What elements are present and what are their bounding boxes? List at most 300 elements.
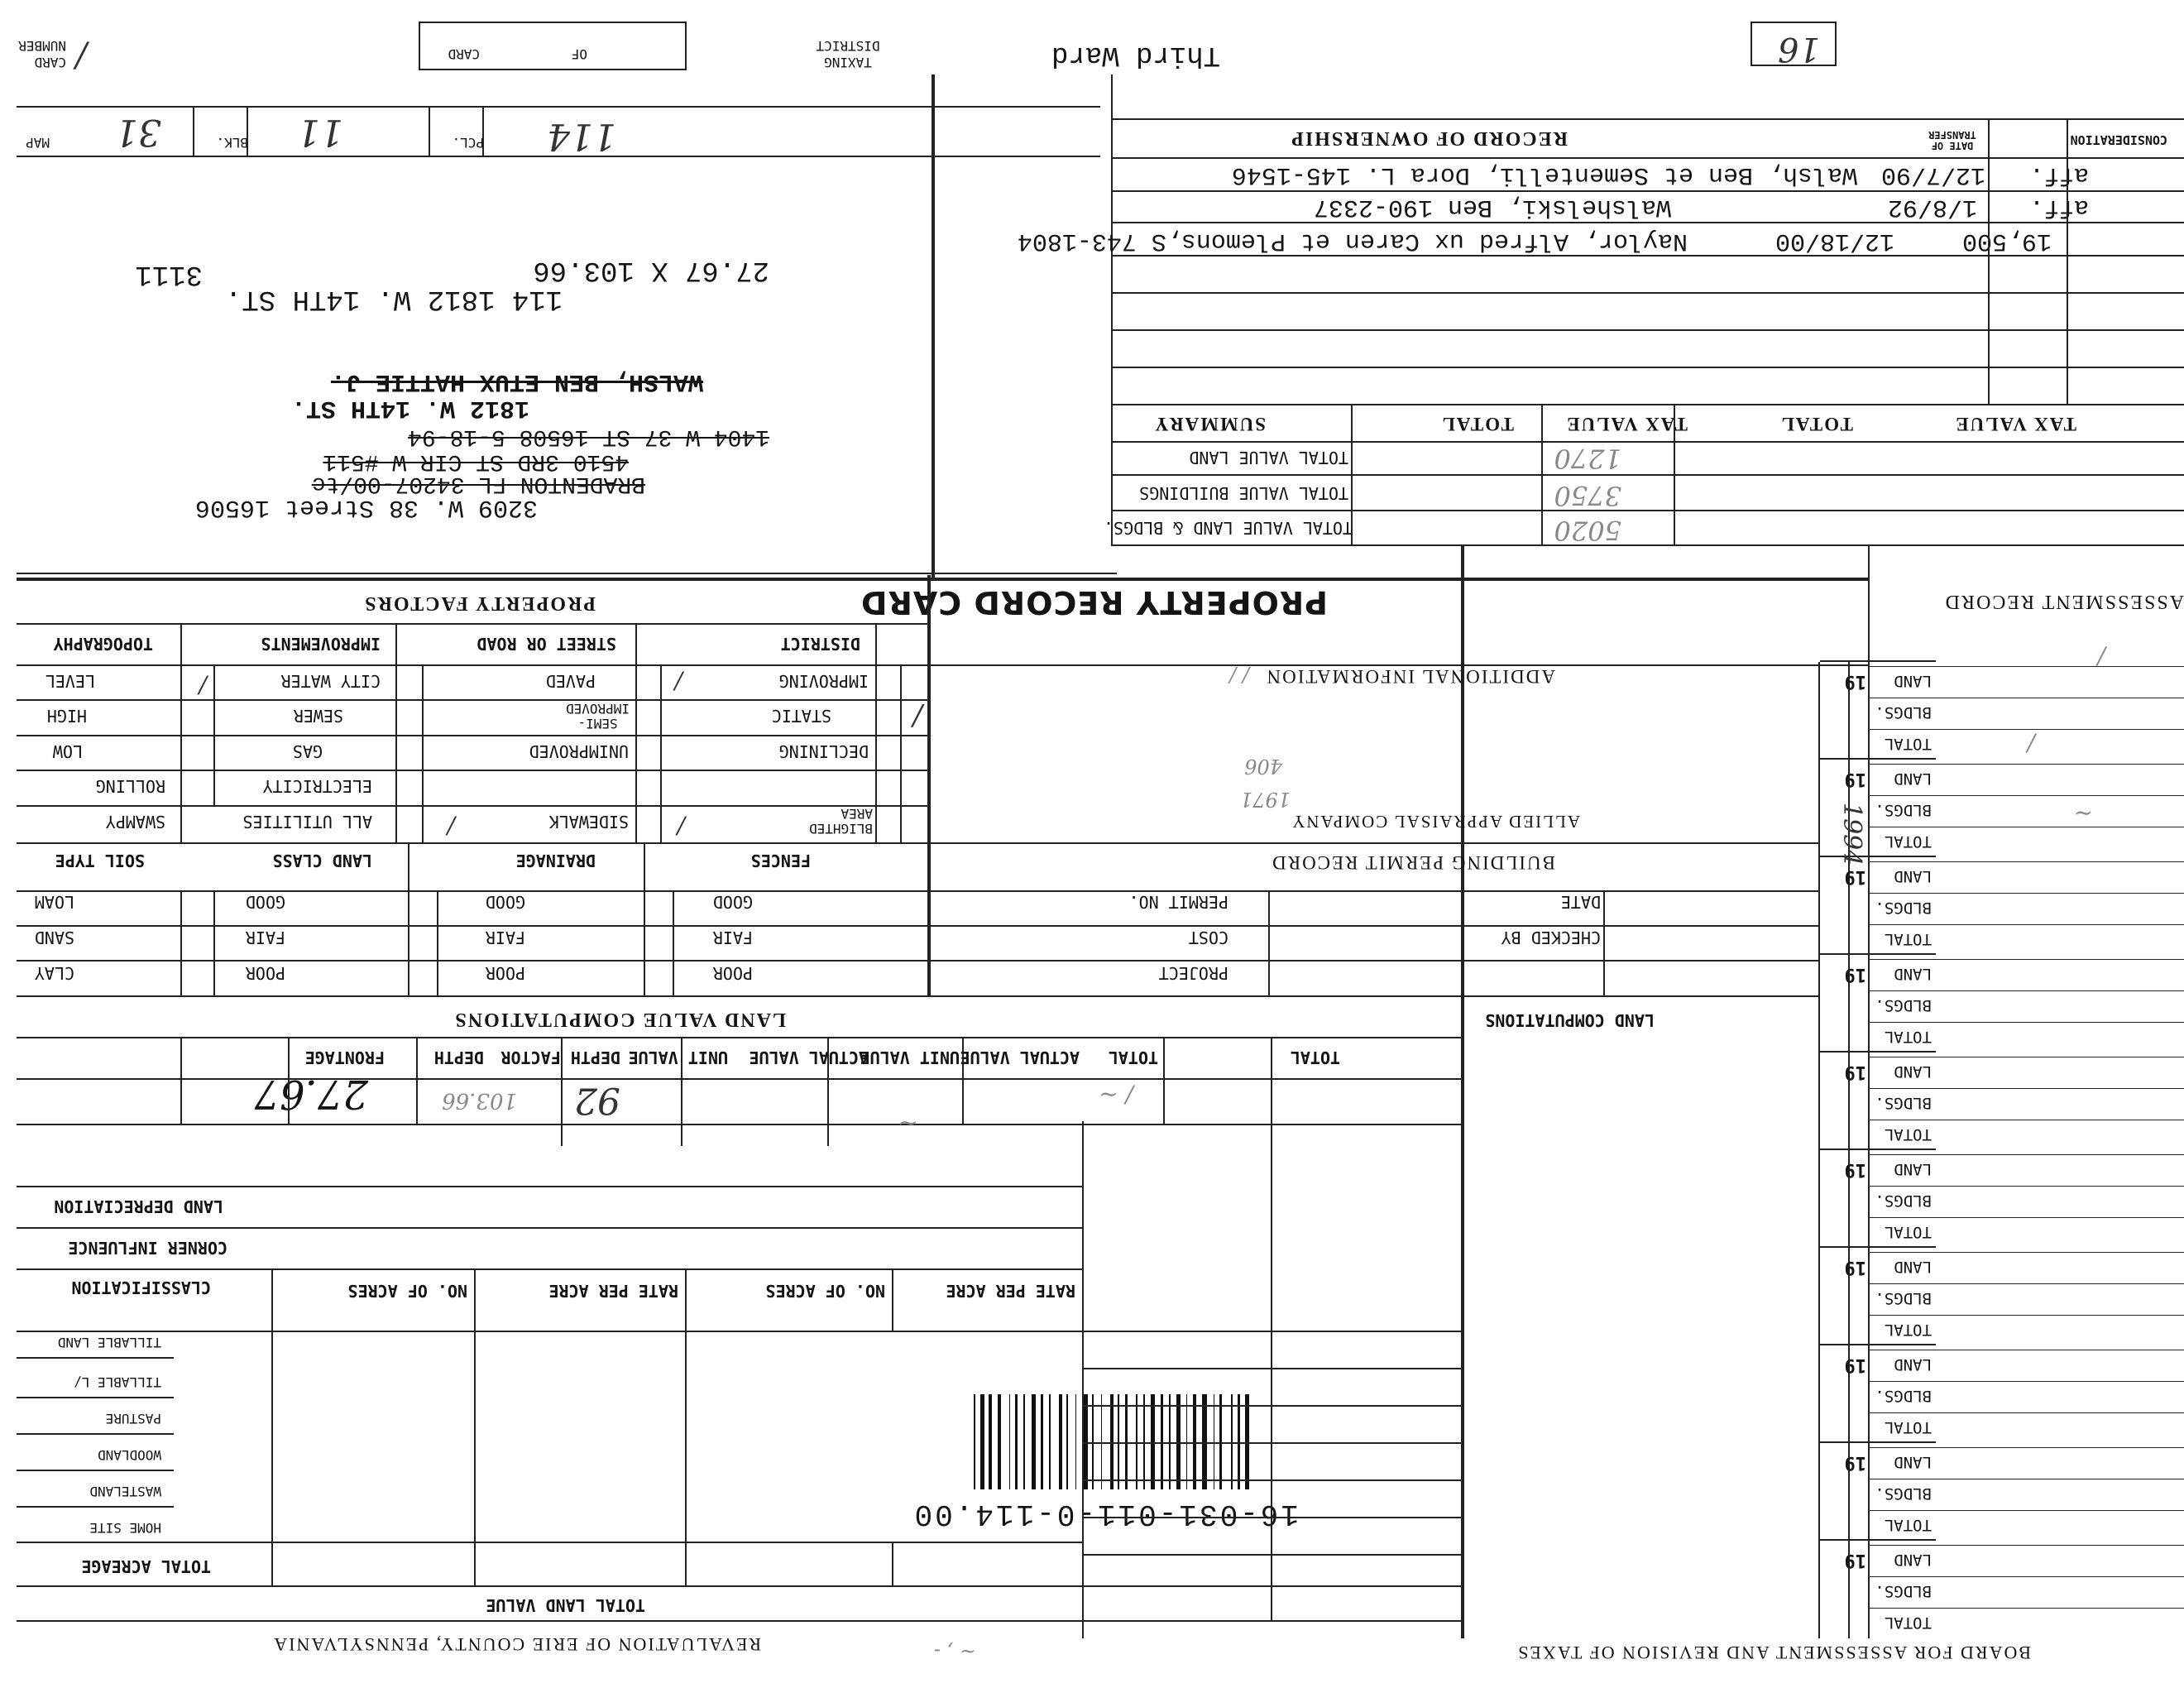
rule	[1271, 1121, 1272, 1622]
class-poor: POOR	[245, 963, 285, 983]
rule	[1084, 1368, 1464, 1369]
rule	[1084, 1554, 1464, 1556]
assessment-label-land: LAND	[1894, 1062, 1932, 1081]
rule	[17, 842, 1820, 844]
address-line-1: 3209 W. 38 Street 16506	[194, 493, 538, 521]
rule	[1820, 1539, 1936, 1541]
acreage-row-tillable-land: TILLABLE LAND	[57, 1335, 161, 1350]
drainage-fair: FAIR	[485, 928, 525, 947]
land-class-header: LAND CLASS	[272, 851, 372, 870]
rule	[17, 995, 1820, 997]
barcode-bar	[1026, 1394, 1029, 1489]
rule	[17, 890, 1820, 892]
project-label: PROJECT	[1158, 963, 1228, 983]
legal-description: 114 1812 W. 14TH ST.	[224, 283, 563, 314]
map-value: 31	[115, 111, 161, 153]
assessment-label-bldgs: BLDGS.	[1875, 899, 1932, 917]
additional-information-title: ADDITIONAL INFORMATION	[1265, 666, 1555, 687]
assessment-label-total: TOTAL	[1884, 1321, 1932, 1339]
street-paved: PAVED	[545, 671, 596, 691]
owner-2-consideration: aff.	[2028, 193, 2089, 221]
barcode-bar	[1078, 1394, 1081, 1489]
col-actual-value: ACTUAL VALUE	[749, 1048, 869, 1067]
no-of-acres-label-2: NO. OF ACRES	[765, 1281, 885, 1301]
barcode-bar	[1049, 1394, 1051, 1489]
rule	[17, 106, 1100, 108]
summary-col-tax-value: TAX VALUE	[1565, 414, 1688, 434]
check-paved: /	[674, 668, 682, 695]
rule	[17, 1037, 1464, 1038]
rule	[1870, 990, 2184, 991]
allied-appraisal: ALLIED APPRAISAL COMPANY	[1291, 812, 1580, 832]
rule	[1870, 764, 2184, 765]
rate-per-acre-label: RATE PER ACRE	[548, 1281, 678, 1301]
assessment-label-total: TOTAL	[1884, 1516, 1932, 1534]
rule	[1113, 190, 2184, 192]
acreage-row-wasteland: WASTELAND	[89, 1484, 161, 1499]
address-line-5: 1812 W. 14TH ST.	[290, 394, 529, 422]
assessment-year: 19	[1844, 964, 1866, 985]
rule	[1113, 474, 2184, 476]
rule	[17, 699, 931, 701]
check-level: /	[199, 672, 207, 699]
rule	[416, 1038, 418, 1125]
assessment-label-total: TOTAL	[1884, 735, 1932, 753]
drainage-header: DRAINAGE	[515, 851, 596, 870]
rule	[1113, 118, 2184, 120]
rule	[1820, 758, 1936, 760]
assessment-year: 19	[1844, 1452, 1866, 1473]
rule	[827, 1038, 829, 1146]
col-depth-factor: DEPTH FACTOR	[500, 1048, 620, 1067]
rule	[408, 844, 410, 997]
rule	[1820, 1051, 1936, 1053]
barcode-bar	[1064, 1394, 1066, 1489]
fences-fair: FAIR	[712, 928, 753, 947]
col-unit-value-2: UNIT VALUE	[860, 1048, 960, 1067]
rule	[1870, 861, 2184, 862]
rule	[1870, 893, 2184, 894]
col-total-2: TOTAL	[1290, 1048, 1340, 1067]
class-good: GOOD	[245, 892, 285, 912]
barcode-bar	[986, 1394, 988, 1489]
rule	[1113, 292, 2184, 294]
barcode-bar	[969, 1394, 972, 1489]
rule	[1870, 1217, 2184, 1218]
rule	[2067, 120, 2068, 405]
header-mark: ~ , -	[933, 1640, 976, 1663]
barcode-bar	[1002, 1394, 1006, 1489]
street-semi-improved: SEMI-IMPROVED	[565, 701, 630, 731]
assessment-label-total: TOTAL	[1884, 1418, 1932, 1436]
barcode-bar	[1070, 1394, 1074, 1489]
consideration-header: CONSIDERATION	[2070, 132, 2167, 147]
rule	[1113, 329, 2184, 331]
soil-sand: SAND	[34, 928, 74, 947]
rule	[1870, 1154, 2184, 1155]
soil-type-header: SOIL TYPE	[55, 851, 145, 870]
rule	[180, 1038, 182, 1125]
rule	[1870, 1315, 2184, 1316]
assessment-label-bldgs: BLDGS.	[1875, 801, 1932, 819]
assessment-year: 19	[1844, 1159, 1866, 1180]
soil-loam: LOAM	[34, 892, 74, 912]
rule	[1084, 1442, 1464, 1444]
assessment-year: 19	[1844, 1257, 1866, 1278]
assessment-label-total: TOTAL	[1884, 1125, 1932, 1144]
rule	[1820, 1344, 1936, 1345]
rule	[1674, 405, 1675, 546]
rule	[193, 108, 194, 157]
address-line-2: BRADENTON FL 34207-00/tc	[311, 471, 645, 496]
barcode-bar	[974, 1394, 975, 1489]
owner-3-date: 12/18/00	[1774, 227, 1894, 255]
col-depth: DEPTH	[433, 1048, 484, 1067]
total-acreage-label: TOTAL ACREAGE	[81, 1556, 211, 1576]
district-header: DISTRICT	[780, 634, 860, 654]
rule	[927, 575, 931, 997]
rule	[17, 1357, 174, 1359]
blk-label: BLK.	[216, 135, 248, 151]
rule	[1113, 441, 2184, 443]
land-depreciation-label: LAND DEPRECIATION	[54, 1196, 223, 1216]
barcode-bar	[1023, 1394, 1025, 1489]
topo-high: HIGH	[46, 706, 87, 726]
permit-no-label: PERMIT NO.	[1128, 892, 1228, 912]
rule	[932, 74, 935, 579]
of-label: OF	[571, 46, 587, 62]
record-of-ownership-title: RECORD OF OWNERSHIP	[1290, 127, 1568, 149]
rule	[875, 625, 877, 844]
fences-good: GOOD	[712, 892, 753, 912]
assessment-label-total: TOTAL	[1884, 832, 1932, 851]
summary-col-tax-value-2: TAX VALUE	[1954, 414, 2076, 434]
rule	[561, 1038, 563, 1146]
rule	[17, 1585, 1464, 1587]
rule	[1163, 1038, 1165, 1125]
assessment-year: 19	[1844, 1550, 1866, 1571]
rule	[892, 1542, 893, 1587]
pcl-value: 114	[547, 115, 616, 157]
improv-city-water: CITY WATER	[280, 671, 381, 691]
classification-label: CLASSIFICATION	[71, 1278, 211, 1297]
revaluation-title: REVALUATION OF ERIE COUNTY, PENNSYLVANIA	[272, 1634, 761, 1655]
acreage-row-pasture: PASTURE	[105, 1411, 161, 1427]
acreage-row-tillable-l: TILLABLE L/	[74, 1374, 161, 1390]
rule	[1870, 1381, 2184, 1382]
rule	[1820, 953, 1936, 955]
street-or-road-header: STREET OR ROAD	[477, 634, 616, 654]
col-actual-value-2: ACTUAL VALUE	[960, 1048, 1080, 1067]
improv-all-utilities: ALL UTILITIES	[242, 812, 372, 832]
rule	[1870, 1510, 2184, 1511]
drainage-good: GOOD	[485, 892, 525, 912]
assessment-label-land: LAND	[1894, 770, 1932, 788]
summary-row-land-bldgs: TOTAL VALUE LAND & BLDGS.	[1103, 518, 1353, 538]
property-record-card-title: PROPERTY RECORD CARD	[860, 584, 1328, 621]
assessment-year: 19	[1844, 671, 1866, 692]
parcel-number: 16-031-011-0-114.00	[912, 1497, 1299, 1531]
rule	[1870, 795, 2184, 796]
summary-land-value: 1270	[1554, 443, 1621, 474]
assessment-label-land: LAND	[1894, 1258, 1932, 1276]
barcode-bar	[1020, 1394, 1022, 1489]
assessment-label-land: LAND	[1894, 1453, 1932, 1471]
rule	[1868, 546, 1870, 1638]
rule	[1113, 510, 2184, 511]
barcode-bar	[1066, 1394, 1068, 1489]
rule	[673, 892, 674, 997]
summary-buildings-value: 3750	[1554, 480, 1621, 511]
barcode-bar	[1041, 1394, 1044, 1489]
rule	[1084, 1479, 1464, 1481]
summary-col-total-2: TOTAL	[1779, 414, 1853, 434]
check-static: /	[912, 699, 922, 732]
mark: / ~	[1099, 1081, 1133, 1109]
rule	[17, 623, 931, 625]
rule	[1113, 544, 2184, 546]
barcode-bar	[1059, 1394, 1062, 1489]
rule	[482, 108, 484, 157]
assessment-label-bldgs: BLDGS.	[1875, 996, 1932, 1014]
assessment-note: /	[2027, 730, 2035, 757]
mark: ~	[897, 1109, 918, 1138]
owner-3-name: Naylor, Alfred ux Caren et Plemons,S 743-1804	[1017, 227, 1688, 255]
assessment-label-land: LAND	[1894, 1160, 1932, 1178]
legal-number: 3111	[135, 258, 203, 290]
taxing-district-label: TAXING DISTRICT	[816, 38, 880, 70]
rule	[474, 1270, 476, 1587]
rule	[1082, 1121, 1084, 1622]
total-land-value-label: TOTAL LAND VALUE	[486, 1595, 645, 1615]
summary-total-value: 5020	[1554, 515, 1621, 546]
rule	[1113, 367, 2184, 368]
rule	[17, 1227, 1084, 1229]
card-label: CARD	[448, 46, 480, 62]
rule	[635, 625, 637, 844]
district-declining: DECLINING	[778, 741, 869, 761]
owner-1-date: 12/7/90	[1880, 161, 1985, 189]
assessment-year: 19	[1844, 769, 1866, 789]
rule	[1870, 1608, 2184, 1609]
barcode-bar	[994, 1394, 996, 1489]
rule	[288, 1038, 290, 1125]
rule	[1113, 222, 2184, 223]
topo-swampy: SWAMPY	[105, 812, 165, 832]
rate-per-acre-label-2: RATE PER ACRE	[946, 1281, 1075, 1301]
owner-2-date: 1/8/92	[1887, 193, 1977, 221]
rule	[1268, 892, 1270, 997]
assessment-note: /	[2097, 643, 2105, 670]
summary-title: SUMMARY	[1153, 414, 1266, 434]
assessment-label-total: TOTAL	[1884, 1223, 1932, 1241]
topography-header: TOPOGRAPHY	[53, 634, 153, 654]
address-line-4: 1404 W 37 ST 16508 5-18-94	[408, 424, 769, 449]
improv-sewer: SEWER	[293, 706, 343, 726]
corner-influence-label: CORNER INFLUENCE	[68, 1238, 228, 1258]
rule	[247, 108, 248, 157]
rule	[213, 892, 215, 997]
rule	[1082, 1622, 1084, 1638]
summary-col-total: TOTAL	[1440, 414, 1514, 434]
rule	[1541, 405, 1543, 546]
street-sidewalk: SIDEWALK	[548, 812, 629, 832]
assessment-label-land: LAND	[1894, 672, 1932, 690]
owner-2-name: Walshelski, Ben 190-2337	[1313, 193, 1671, 221]
depth-factor-value: 92	[574, 1079, 620, 1121]
rule	[213, 666, 215, 807]
depth-value: 103.66	[442, 1088, 517, 1113]
board-title: BOARD FOR ASSESSMENT AND REVISION OF TAXES	[1516, 1642, 2031, 1663]
assessment-label-land: LAND	[1894, 1551, 1932, 1569]
rule	[17, 770, 931, 771]
class-fair: FAIR	[245, 928, 285, 947]
owner-1-name: Walsh, Ben et Sementelli, Dora L. 145-1546	[1231, 161, 1857, 189]
rule	[1351, 405, 1353, 546]
assessment-label-bldgs: BLDGS.	[1875, 1094, 1932, 1112]
rule	[1461, 546, 1464, 1638]
pcl-label: PCL.	[452, 135, 484, 151]
rule	[1870, 1283, 2184, 1284]
address-line-3: 4510 3RD ST CIR W #511	[323, 448, 629, 474]
rule	[1870, 666, 2184, 667]
barcode-bar	[1046, 1394, 1047, 1489]
ward-box-value: 16	[1778, 30, 1820, 68]
improv-gas: GAS	[292, 741, 323, 761]
additional-note: / /	[1229, 664, 1249, 687]
barcode-bar	[976, 1394, 978, 1489]
assessment-label-land: LAND	[1894, 1355, 1932, 1374]
rule	[1113, 157, 2184, 159]
date-label: DATE	[1560, 892, 1601, 912]
rule	[1870, 959, 2184, 960]
frontage-value: 27.67	[254, 1071, 368, 1117]
barcode-bar	[1015, 1394, 1018, 1489]
address-line-6: WALSH, BEN ETUX HATTIE J.	[330, 367, 703, 396]
rule	[1603, 892, 1605, 997]
assessment-label-bldgs: BLDGS.	[1875, 1484, 1932, 1503]
district-blighted: BLIGHTED AREA	[808, 806, 873, 837]
rule	[1820, 1441, 1936, 1443]
owner-1-consideration: aff.	[2028, 161, 2089, 189]
date-of-transfer-header: DATE OF TRANSFER	[1928, 129, 1976, 151]
rule	[17, 1186, 1084, 1187]
col-total: TOTAL	[1108, 1048, 1158, 1067]
assessment-label-total: TOTAL	[1884, 1028, 1932, 1046]
rule	[17, 1397, 174, 1398]
assessment-label-land: LAND	[1894, 867, 1932, 885]
card-number-mark: /	[75, 36, 87, 74]
barcode-bar	[1009, 1394, 1011, 1489]
rule	[17, 1268, 1084, 1270]
rule	[395, 625, 397, 844]
rule	[437, 892, 438, 997]
rule	[1870, 1022, 2184, 1023]
blk-value: 11	[297, 111, 343, 153]
property-factors-title: PROPERTY FACTORS	[363, 592, 596, 614]
assessment-label-bldgs: BLDGS.	[1875, 703, 1932, 722]
cost-label: COST	[1188, 928, 1228, 947]
rule	[1988, 120, 1990, 405]
fences-header: FENCES	[750, 851, 811, 870]
topo-level: LEVEL	[45, 671, 95, 691]
improvements-header: IMPROVEMENTS	[261, 634, 381, 654]
barcode-bar	[1051, 1394, 1056, 1489]
rule	[17, 573, 1117, 574]
check-sidewalk: /	[677, 813, 685, 840]
owner-3-consideration: 19,500	[1961, 227, 2052, 255]
barcode-bar	[1038, 1394, 1040, 1489]
rule	[17, 925, 1820, 927]
checked-by-label: CHECKED BY	[1501, 928, 1601, 947]
rule	[1820, 1246, 1936, 1248]
assessment-year: 19	[1844, 866, 1866, 887]
rule	[17, 1331, 1464, 1332]
lot-dimensions: 27.67 X 103.66	[533, 254, 769, 285]
topo-low: LOW	[52, 741, 83, 761]
assessment-label-bldgs: BLDGS.	[1875, 1387, 1932, 1405]
check-all-utilities: /	[447, 813, 455, 840]
additional-note: 406	[1244, 755, 1282, 778]
rule	[1870, 1576, 2184, 1577]
rule	[271, 1270, 273, 1587]
rule	[1818, 662, 1820, 1638]
assessment-record-title: ASSESSMENT RECORD	[1943, 591, 2184, 612]
street-unimproved: UNIMPROVED	[529, 741, 629, 761]
assessment-label-total: TOTAL	[1884, 1614, 1932, 1632]
rule	[1870, 1412, 2184, 1413]
rule	[1820, 660, 1936, 662]
summary-row-land: TOTAL VALUE LAND	[1189, 448, 1348, 468]
rule	[17, 1078, 1464, 1080]
land-computations-title: LAND COMPUTATIONS	[1485, 1010, 1655, 1030]
district-static: STATIC	[771, 706, 831, 726]
assessment-year: 19	[1844, 1062, 1866, 1082]
taxing-district-value: Third Ward	[1051, 39, 1220, 70]
assessment-year: 19	[1844, 1355, 1866, 1375]
rule	[892, 1270, 893, 1332]
rule	[1084, 1405, 1464, 1407]
rule	[180, 625, 182, 844]
soil-clay: CLAY	[34, 963, 74, 983]
rule	[17, 1542, 1084, 1543]
acreage-row-woodland: WOODLAND	[97, 1447, 161, 1463]
assessment-label-bldgs: BLDGS.	[1875, 1192, 1932, 1210]
building-permit-record-title: BUILDING PERMIT RECORD	[1271, 852, 1555, 873]
rule	[900, 666, 902, 844]
rule	[1084, 1517, 1464, 1518]
col-unit-value: UNIT VALUE	[628, 1048, 728, 1067]
rule	[17, 1433, 174, 1435]
rule	[660, 666, 662, 844]
summary-row-buildings: TOTAL VALUE BUILDINGS	[1139, 483, 1348, 503]
rule	[685, 1270, 687, 1587]
col-frontage: FRONTAGE	[304, 1048, 385, 1067]
fences-poor: POOR	[712, 963, 753, 983]
barcode-bar	[1013, 1394, 1014, 1489]
rule	[1820, 1149, 1936, 1150]
land-value-computations-title: LAND VALUE COMPUTATIONS	[453, 1009, 786, 1030]
barcode-bar	[989, 1394, 992, 1489]
rule	[1113, 404, 2184, 405]
rule	[962, 1038, 964, 1125]
rule	[180, 892, 182, 997]
rule	[1870, 1545, 2184, 1546]
rule	[1870, 924, 2184, 925]
map-label: MAP	[26, 135, 50, 151]
rule	[17, 805, 931, 807]
barcode-bar	[980, 1394, 984, 1489]
